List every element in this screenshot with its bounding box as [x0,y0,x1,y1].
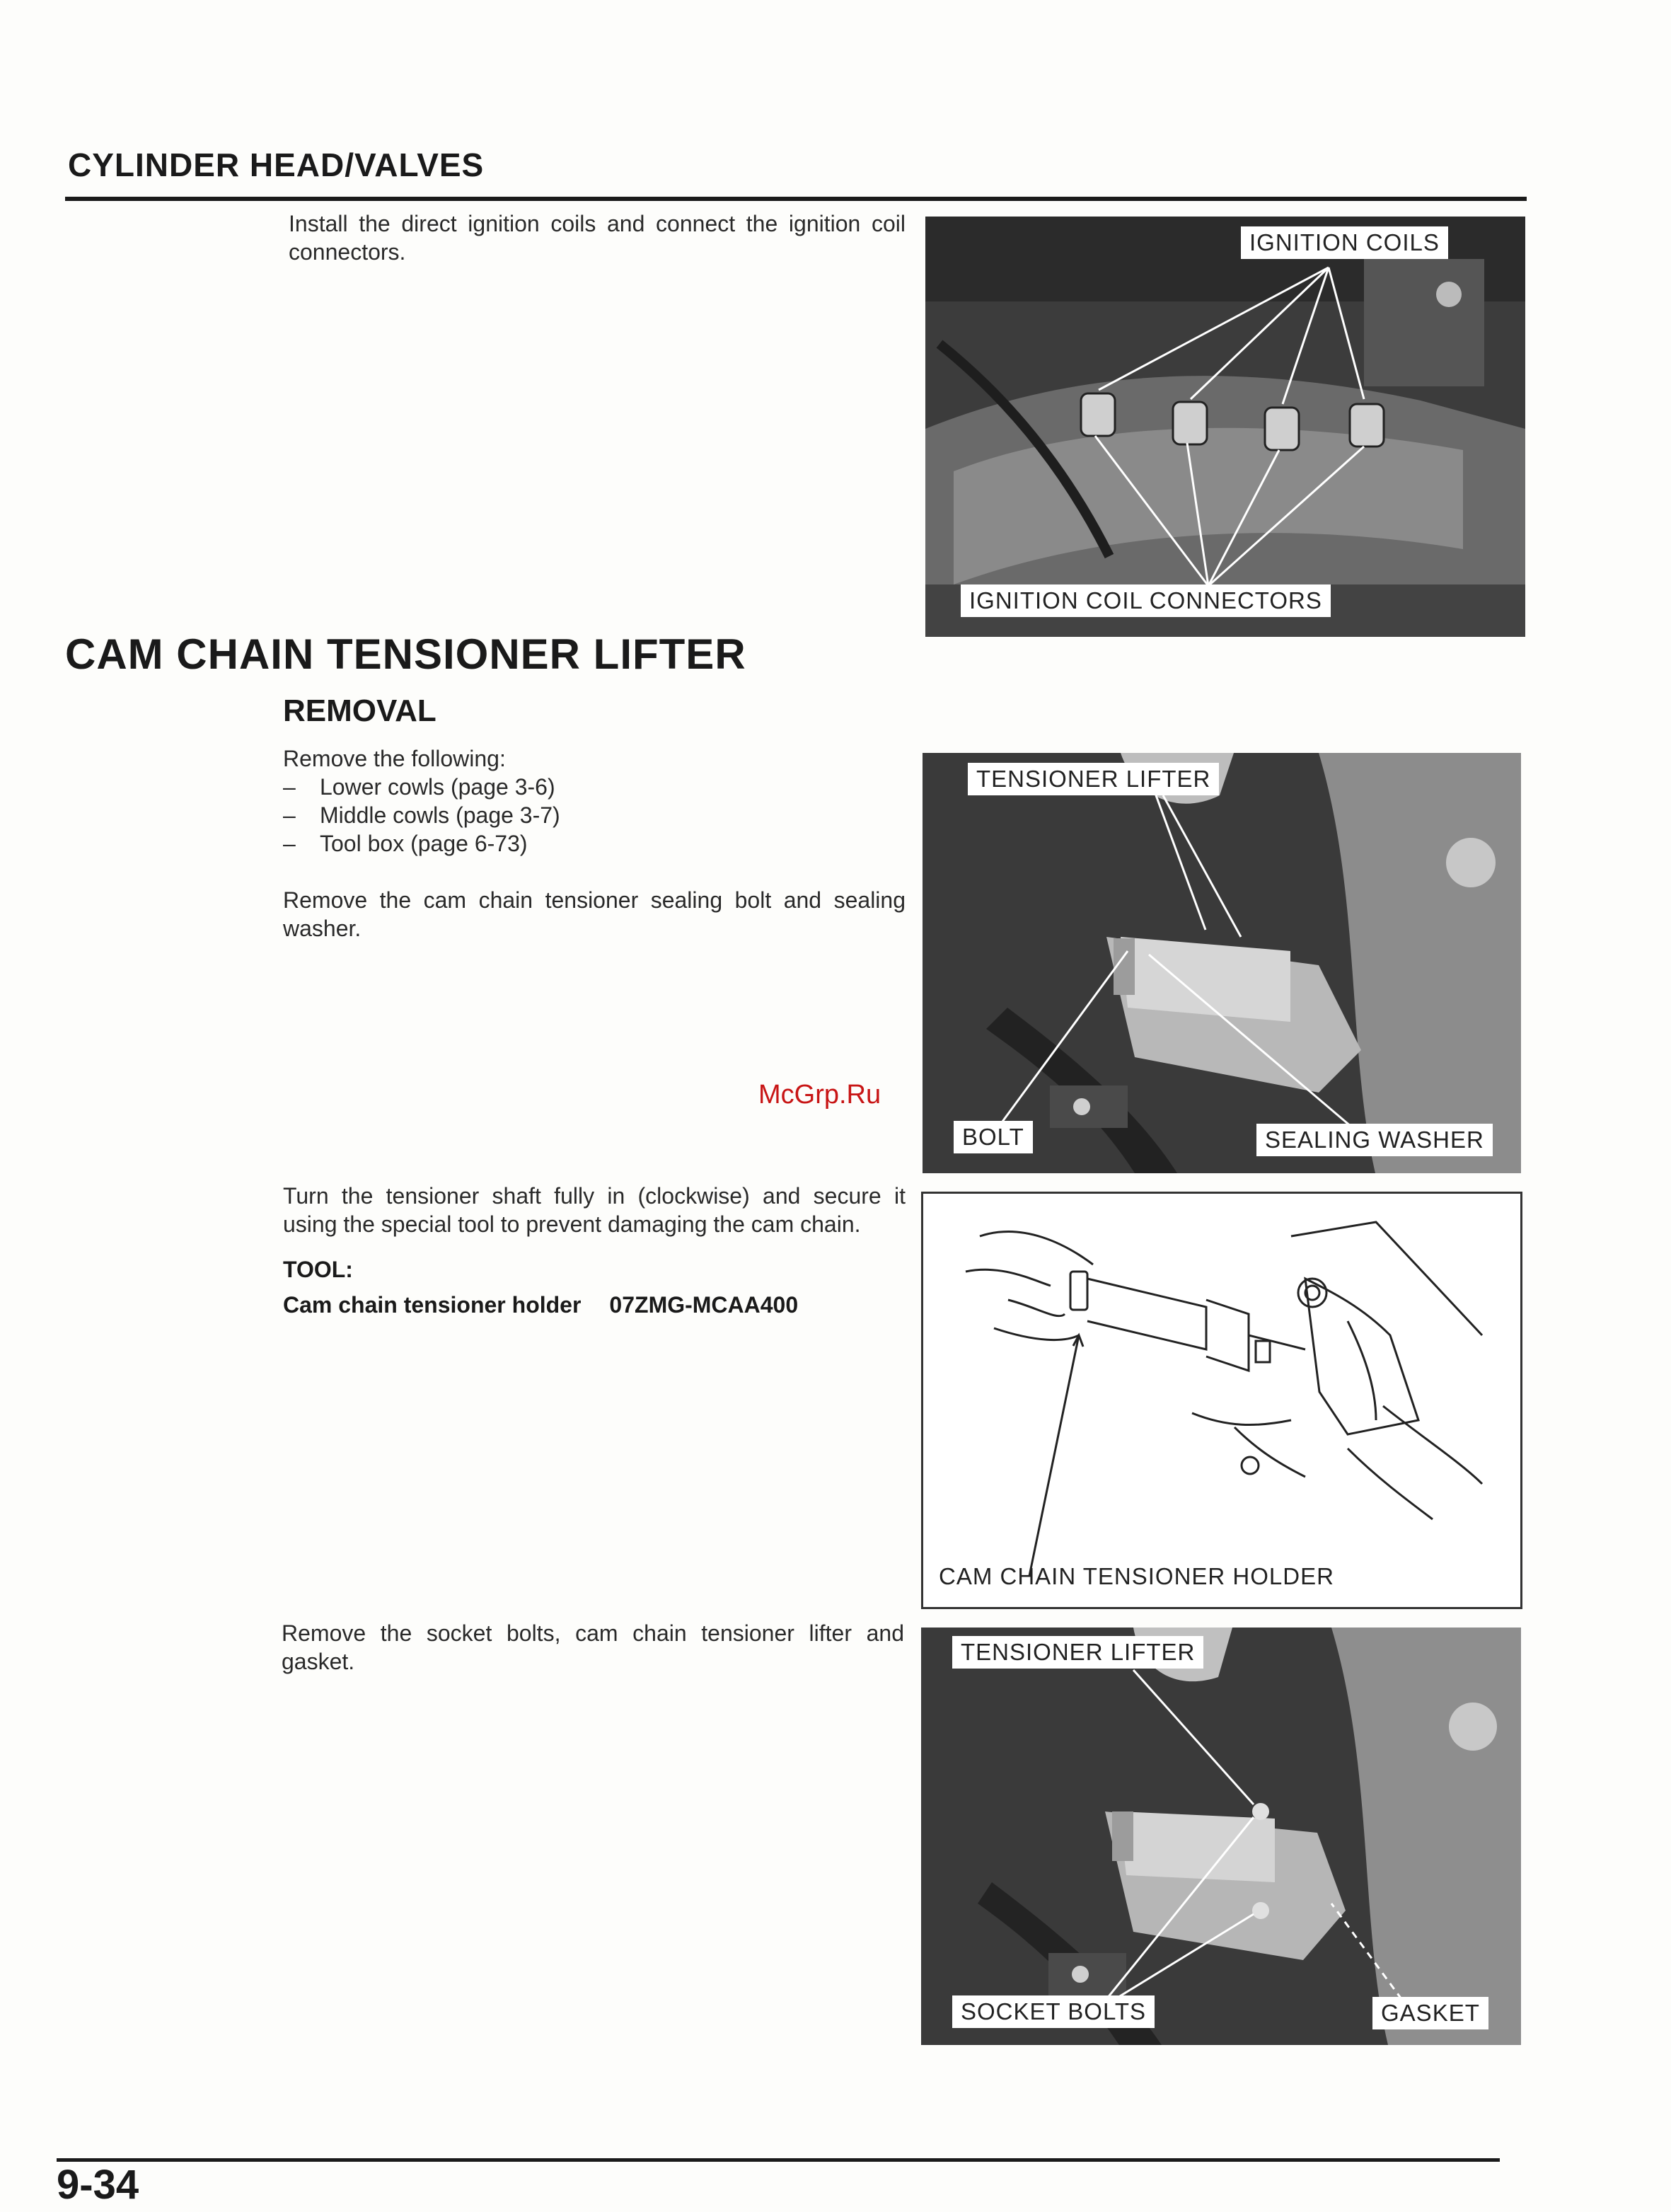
subsection-title: REMOVAL [283,693,436,728]
label-ignition-coils: IGNITION COILS [1241,226,1448,259]
tensioner-holder-line-art [923,1194,1520,1607]
tool-name: Cam chain tensioner holder [283,1292,582,1318]
tool-label: TOOL: [283,1257,353,1282]
list-item: – Lower cowls (page 3-6) [283,774,555,800]
step-remove-bolts: Remove the socket bolts, cam chain tensioner lifter and gasket. [282,1620,904,1674]
label-gasket: GASKET [1372,1997,1488,2029]
removal-intro: Remove the following: [283,746,506,771]
figure-tensioner-lifter [923,753,1521,1173]
ignition-coils-photo [925,217,1525,637]
removal-list [283,773,560,858]
header-rule [65,197,1527,201]
tool-number: 07ZMG-MCAA400 [609,1292,799,1318]
tool-spec [283,1292,798,1318]
watermark: McGrp.Ru [758,1080,881,1110]
figure-ignition-coils [925,217,1525,637]
label-tensioner-lifter-2: TENSIONER LIFTER [952,1636,1203,1669]
label-sealing-washer: SEALING WASHER [1256,1124,1493,1156]
step-turn-shaft: Turn the tensioner shaft fully in (clockwise) and secure it using the special tool to prevent damaging the cam chain. [283,1183,906,1237]
tensioner-lifter-photo [923,753,1521,1173]
socket-bolts-photo [921,1628,1521,2045]
step-install-coils: Install the direct ignition coils and connect the ignition coil connectors. [289,211,906,265]
section-header: CYLINDER HEAD/VALVES [68,146,485,183]
list-item: – Tool box (page 6-73) [283,831,528,856]
page-number: 9-34 [57,2162,139,2208]
figure-socket-bolts [921,1628,1521,2045]
list-item: – Middle cowls (page 3-7) [283,802,560,828]
label-tensioner-lifter: TENSIONER LIFTER [968,763,1219,795]
label-bolt: BOLT [954,1121,1033,1153]
section-title: CAM CHAIN TENSIONER LIFTER [65,630,746,678]
label-socket-bolts: SOCKET BOLTS [952,1995,1155,2028]
footer-rule [57,2158,1500,2162]
label-cam-chain-tensioner-holder: CAM CHAIN TENSIONER HOLDER [939,1563,1334,1589]
label-ignition-coil-connectors: IGNITION COIL CONNECTORS [961,584,1331,617]
step-remove-sealing: Remove the cam chain tensioner sealing bolt and sealing washer. [283,887,906,941]
figure-tensioner-holder-drawing [921,1192,1522,1609]
